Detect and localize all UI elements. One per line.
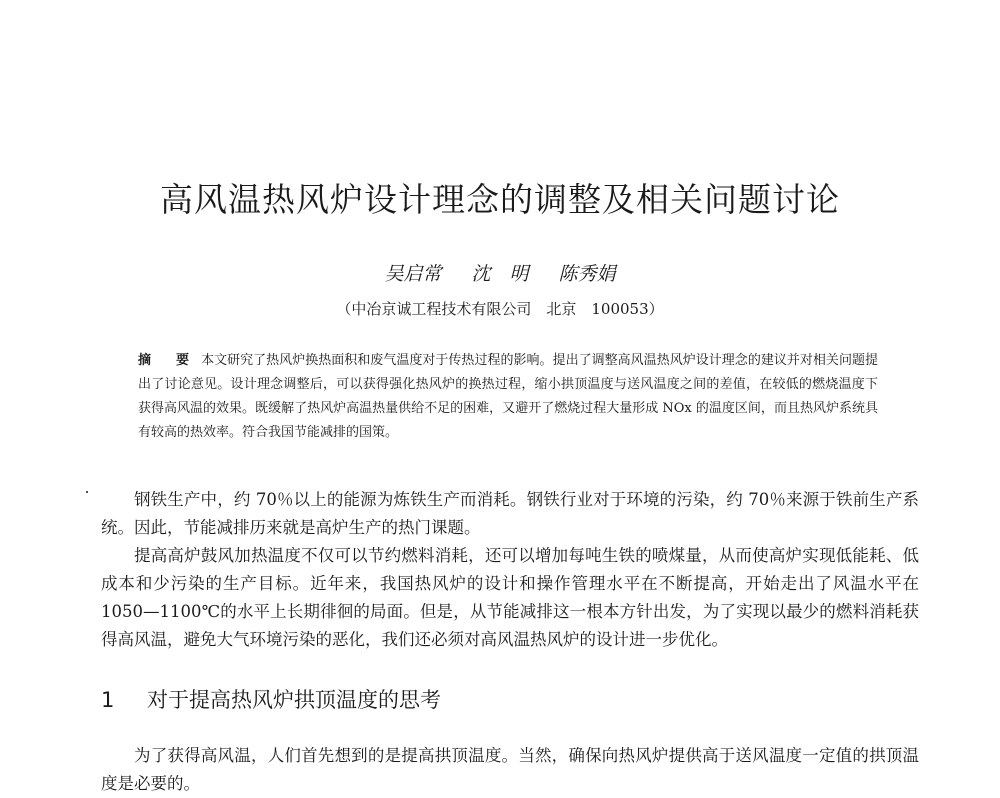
author-name: 陈秀娟 <box>558 263 616 285</box>
paper-title: 高风温热风炉设计理念的调整及相关问题讨论 <box>160 180 840 219</box>
author-name: 沈 明 <box>471 263 529 285</box>
author-affiliation: （中冶京诚工程技术有限公司 北京 100053） <box>336 300 664 318</box>
abstract-label: 摘 要 <box>138 353 196 368</box>
section-title: 对于提高热风炉拱顶温度的思考 <box>147 688 441 712</box>
author-name: 吴启常 <box>384 263 442 285</box>
section-heading <box>101 684 441 716</box>
scan-speck <box>86 491 88 493</box>
body-paragraph: 提高高炉鼓风加热温度不仅可以节约燃料消耗，还可以增加每吨生铁的喷煤量，从而使高炉实现低能耗、低成本和少污染的生产目标。近年来，我国热风炉的设计和操作管理水平在不断提高，开始走出了风温水平在 1050—1100℃的水平上长期徘徊的局面。但是，从节能减排这一根本方针出发，为了实现以最少的燃料消耗获得高风温，避免大气环境污染的恶化，我们还必须对高风温热风炉的设计进一步优化。 <box>101 546 919 649</box>
abstract <box>138 349 878 445</box>
body-paragraph: 钢铁生产中，约 70％以上的能源为炼铁生产而消耗。钢铁行业对于环境的污染，约 70％来源于铁前生产系统。因此，节能减排历来就是高炉生产的热门课题。 <box>101 490 919 537</box>
section-paragraph: 为了获得高风温，人们首先想到的是提高拱顶温度。当然，确保向热风炉提供高于送风温度一定值的拱顶温度是必要的。 <box>101 746 919 793</box>
author-list <box>0 260 1000 288</box>
abstract-text: 本文研究了热风炉换热面积和废气温度对于传热过程的影响。提出了调整高风温热风炉设计理念的建议并对相关问题提出了讨论意见。设计理念调整后，可以获得强化热风炉的换热过程，缩小拱顶温度与送风温度之间的差值，在较低的燃烧温度下获得高风温的效果。既缓解了热风炉高温热量供给不足的困难，又避开了燃烧过程大量形成 NOx 的温度区间，而且热风炉系统具有较高的热效率。符合我国节能减排的国策。 <box>138 353 878 440</box>
section-number: 1 <box>101 688 115 712</box>
